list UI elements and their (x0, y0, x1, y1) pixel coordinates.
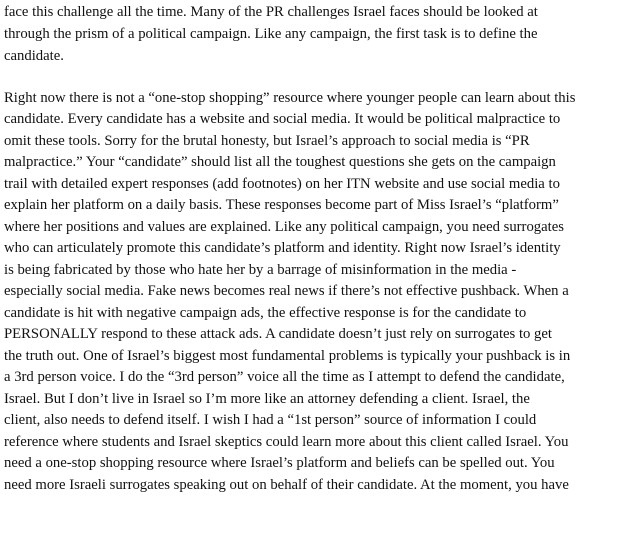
text-line: a 3rd person voice. I do the “3rd person” voice all the time as I attempt to defend the candidate, (4, 369, 565, 385)
text-line: especially social media. Fake news becomes real news if there’s not effective pushback. When a (4, 283, 569, 299)
text-line: through the prism of a political campaign. Like any campaign, the first task is to define the (4, 26, 538, 42)
text-line: Right now there is not a “one-stop shopping” resource where younger people can learn about this (4, 90, 576, 106)
text-line: explain her platform on a daily basis. These responses become part of Miss Israel’s “platform” (4, 197, 559, 213)
text-line: candidate. Every candidate has a website and social media. It would be political malpractice to (4, 111, 561, 127)
text-line: need more Israeli surrogates speaking out on behalf of their candidate. At the moment, you have (4, 477, 569, 493)
text-line: candidate. (4, 48, 64, 64)
text-line: is being fabricated by those who hate her by a barrage of misinformation in the media - (4, 262, 517, 278)
text-line: need a one-stop shopping resource where Israel’s platform and beliefs can be spelled out. You (4, 455, 555, 471)
text-line: face this challenge all the time. Many of the PR challenges Israel faces should be looked at (4, 4, 538, 20)
text-line: who can articulately promote this candidate’s platform and identity. Right now Israel’s identity (4, 240, 561, 256)
text-line: malpractice.” Your “candidate” should list all the toughest questions she gets on the campaign (4, 154, 556, 170)
text-line: client, also needs to defend itself. I wish I had a “1st person” source of information I could (4, 412, 537, 428)
text-line: trail with detailed expert responses (add footnotes) on her ITN website and use social media to (4, 176, 560, 192)
text-line: candidate is hit with negative campaign ads, the effective response is for the candidate to (4, 305, 527, 321)
text-line: PERSONALLY respond to these attack ads. A candidate doesn’t just rely on surrogates to get (4, 326, 552, 342)
text-line: the truth out. One of Israel’s biggest most fundamental problems is typically your pushback is in (4, 348, 571, 364)
text-line: omit these tools. Sorry for the brutal honesty, but Israel’s approach to social media is “PR (4, 133, 530, 149)
text-line: Israel. But I don’t live in Israel so I’m more like an attorney defending a client. Israel, the (4, 391, 530, 407)
text-line: reference where students and Israel skeptics could learn more about this client called Israel. You (4, 434, 569, 450)
text-line: where her positions and values are explained. Like any political campaign, you need surrogates (4, 219, 564, 235)
